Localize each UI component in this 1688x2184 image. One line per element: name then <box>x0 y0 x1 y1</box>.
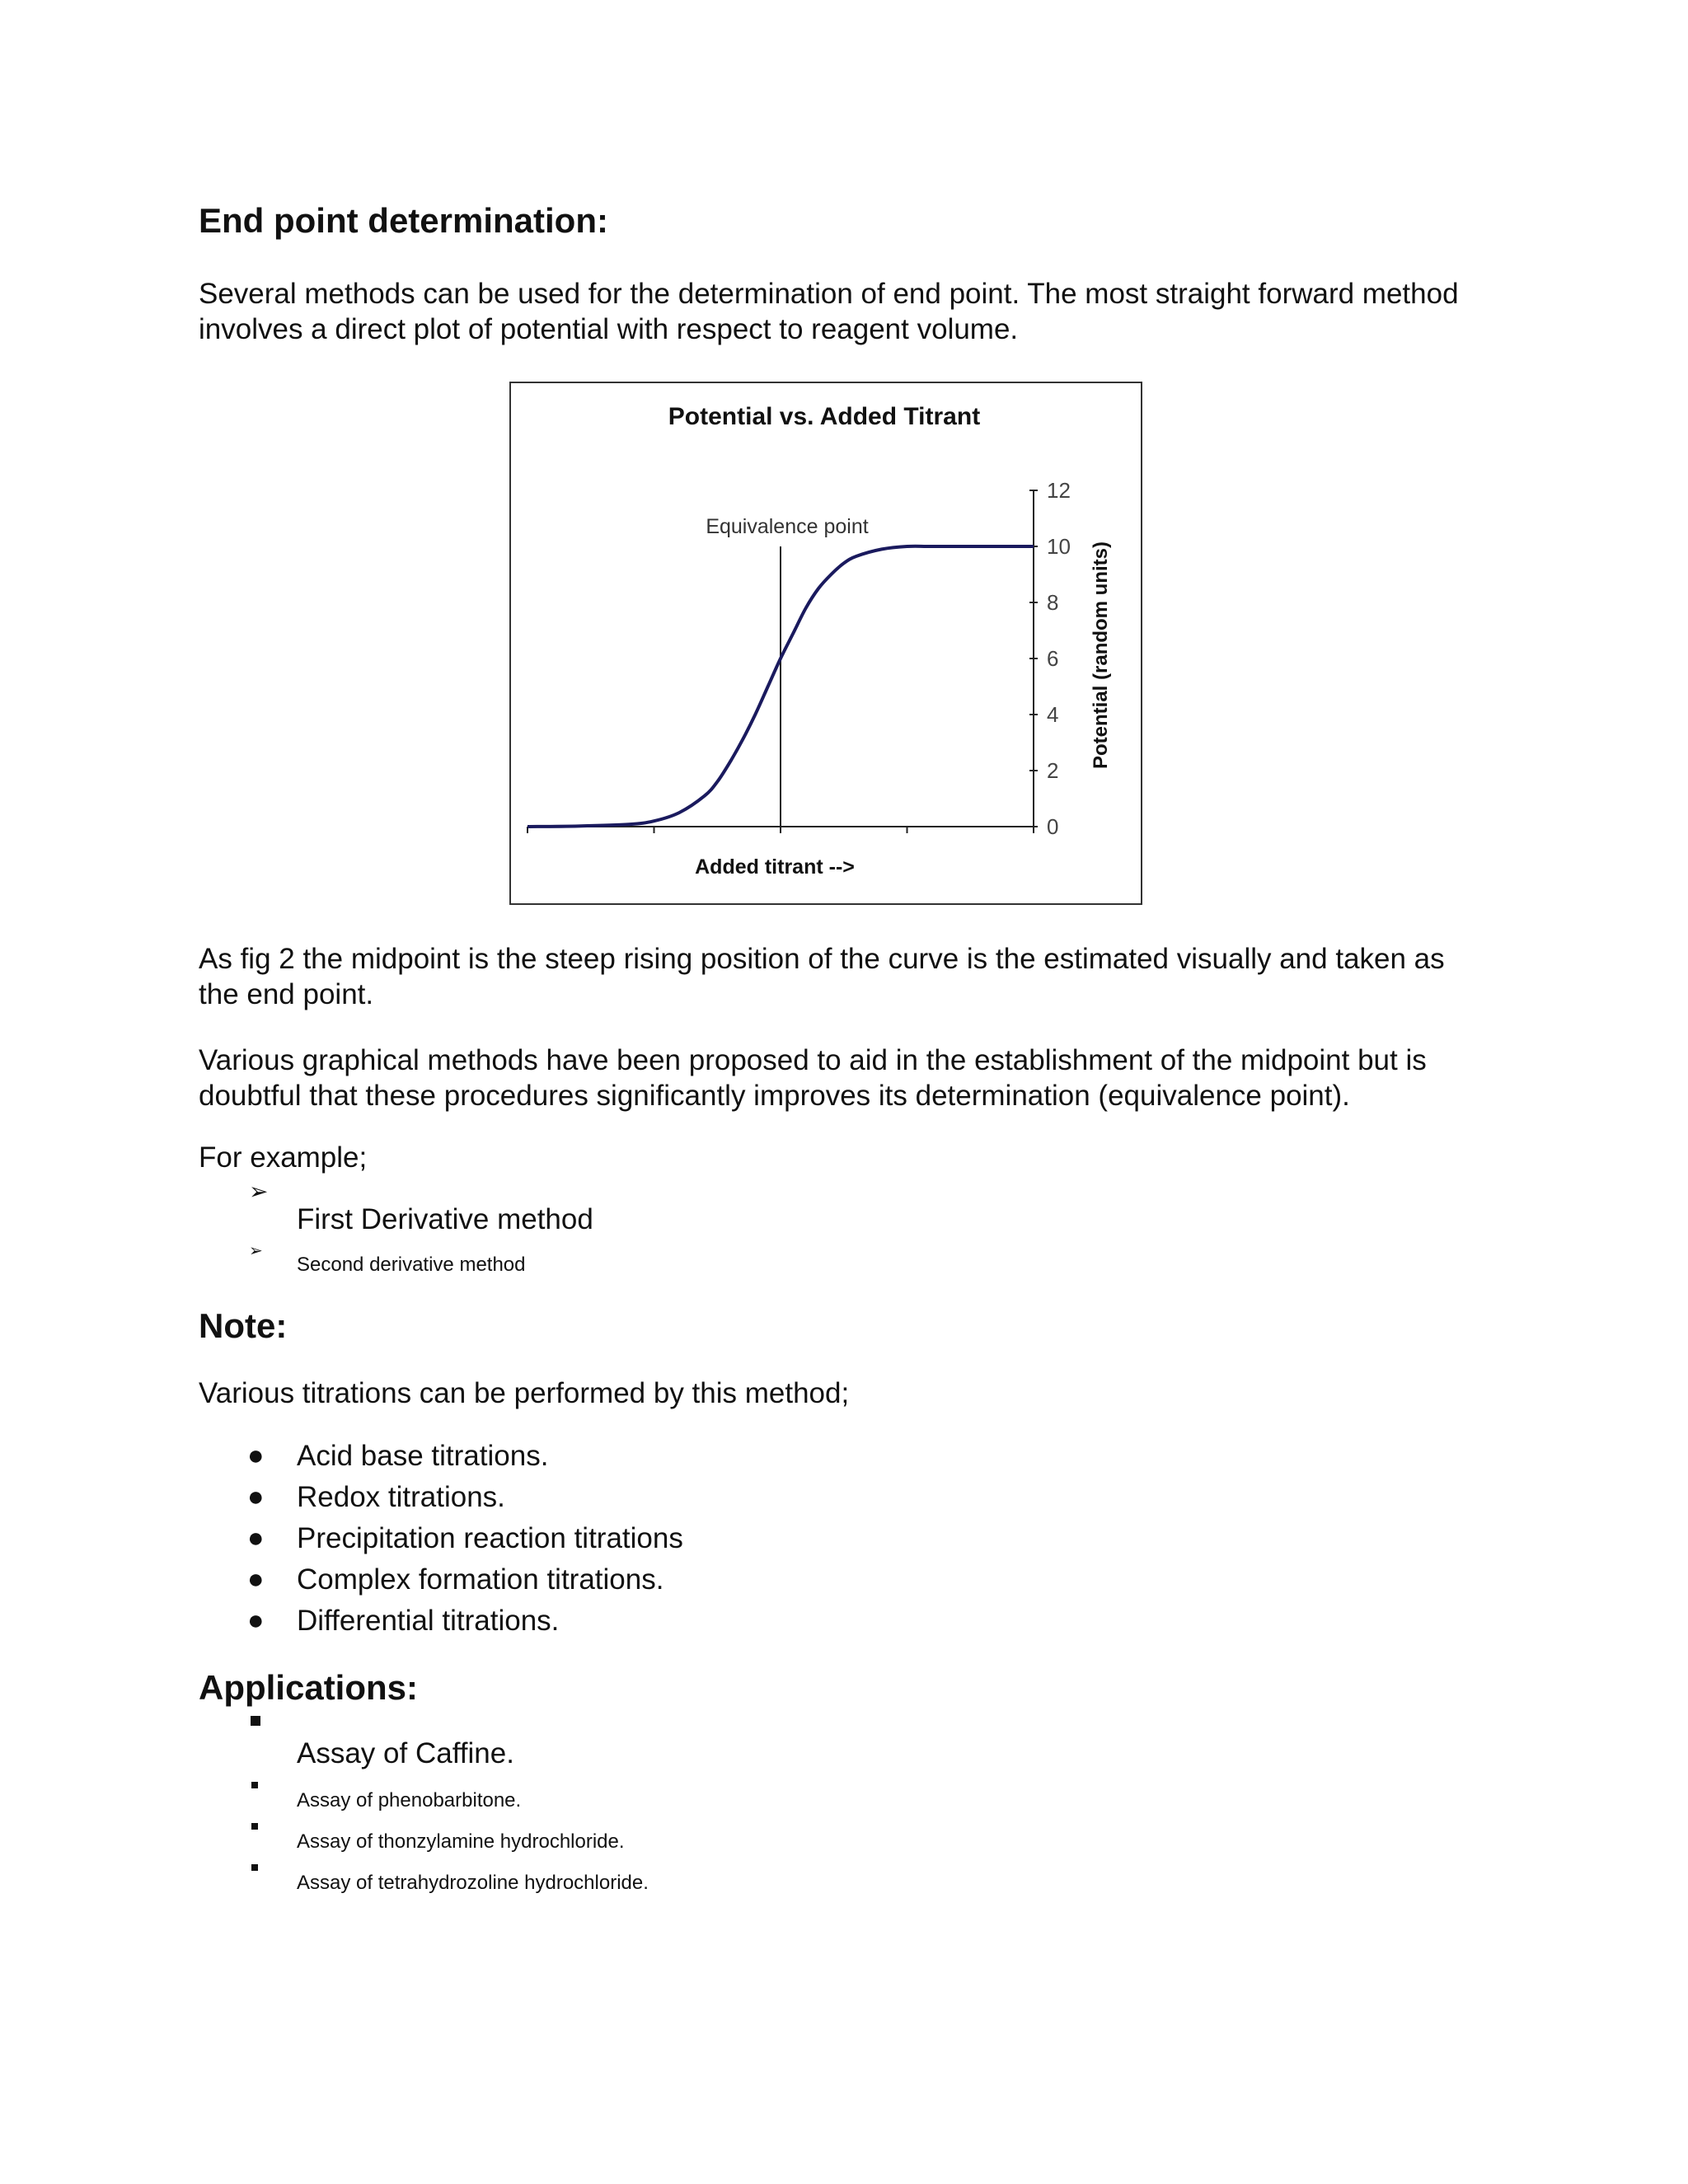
example-item: Second derivative method <box>297 1254 526 1276</box>
fig2-paragraph: As fig 2 the midpoint is the steep rising position of the curve is the estimated visually and taken as the end point. <box>199 943 1445 1010</box>
list-item-text: Differential titrations. <box>297 1605 560 1637</box>
list-item <box>0 1479 1154 1521</box>
potential-chart <box>509 382 1142 905</box>
y-tick-label: 2 <box>1047 758 1059 783</box>
bullet-dot-icon: ● <box>247 1563 265 1595</box>
square-bullet-icon <box>251 1716 260 1726</box>
list-item-text: Precipitation reaction titrations <box>297 1522 683 1554</box>
y-tick-label: 0 <box>1047 814 1059 839</box>
equivalence-label: Equivalence point <box>706 515 869 538</box>
heading-end-point: End point determination: <box>199 201 608 240</box>
list-item <box>0 1438 1154 1479</box>
y-tick-label: 8 <box>1047 590 1059 615</box>
square-bullet-icon <box>251 1864 258 1871</box>
example-item: First Derivative method <box>297 1203 593 1235</box>
list-item <box>0 1521 1154 1562</box>
intro-paragraph: Several methods can be used for the determination of end point. The most straight forward method involves a direct plot of potential with respect to reagent volume. <box>199 278 1459 345</box>
heading-applications: Applications: <box>199 1668 419 1707</box>
x-axis <box>528 827 1034 833</box>
y-tick-label: 6 <box>1047 646 1059 671</box>
arrow-bullet-icon: ➢ <box>249 1242 263 1260</box>
for-example-label: For example; <box>199 1141 368 1174</box>
application-item: Assay of thonzylamine hydrochloride. <box>297 1830 625 1853</box>
list-item <box>0 1603 1154 1644</box>
bullet-dot-icon: ● <box>247 1522 265 1554</box>
square-bullet-icon <box>251 1823 258 1830</box>
arrow-bullet-icon: ➢ <box>249 1179 269 1204</box>
list-item <box>0 1562 1154 1603</box>
y-axis <box>1029 478 1071 839</box>
square-bullet-icon <box>251 1782 258 1788</box>
list-item-text: Complex formation titrations. <box>297 1563 664 1596</box>
x-axis-label: Added titrant --> <box>695 855 855 879</box>
y-tick-label: 10 <box>1047 534 1071 559</box>
bullet-dot-icon: ● <box>247 1440 265 1471</box>
graphical-methods-paragraph: Various graphical methods have been proposed to aid in the establishment of the midpoint but is doubtful that these procedures significantly improves its determination (equivalence point). <box>199 1044 1427 1112</box>
y-tick-label: 12 <box>1047 478 1071 503</box>
y-tick-label: 4 <box>1047 702 1059 727</box>
chart-title: Potential vs. Added Titrant <box>668 403 981 430</box>
list-item-text: Redox titrations. <box>297 1481 505 1513</box>
heading-note: Note: <box>199 1306 288 1345</box>
application-item: Assay of phenobarbitone. <box>297 1789 522 1811</box>
bullet-dot-icon: ● <box>247 1481 265 1512</box>
note-paragraph: Various titrations can be performed by this method; <box>199 1377 850 1409</box>
y-axis-label: Potential (random units) <box>1090 541 1112 769</box>
application-item: Assay of tetrahydrozoline hydrochloride. <box>297 1872 649 1894</box>
list-item-text: Acid base titrations. <box>297 1440 549 1472</box>
titration-list <box>0 1438 1154 1644</box>
application-item: Assay of Caffine. <box>297 1737 514 1769</box>
bullet-dot-icon: ● <box>247 1605 265 1636</box>
chart-svg <box>511 383 1141 903</box>
